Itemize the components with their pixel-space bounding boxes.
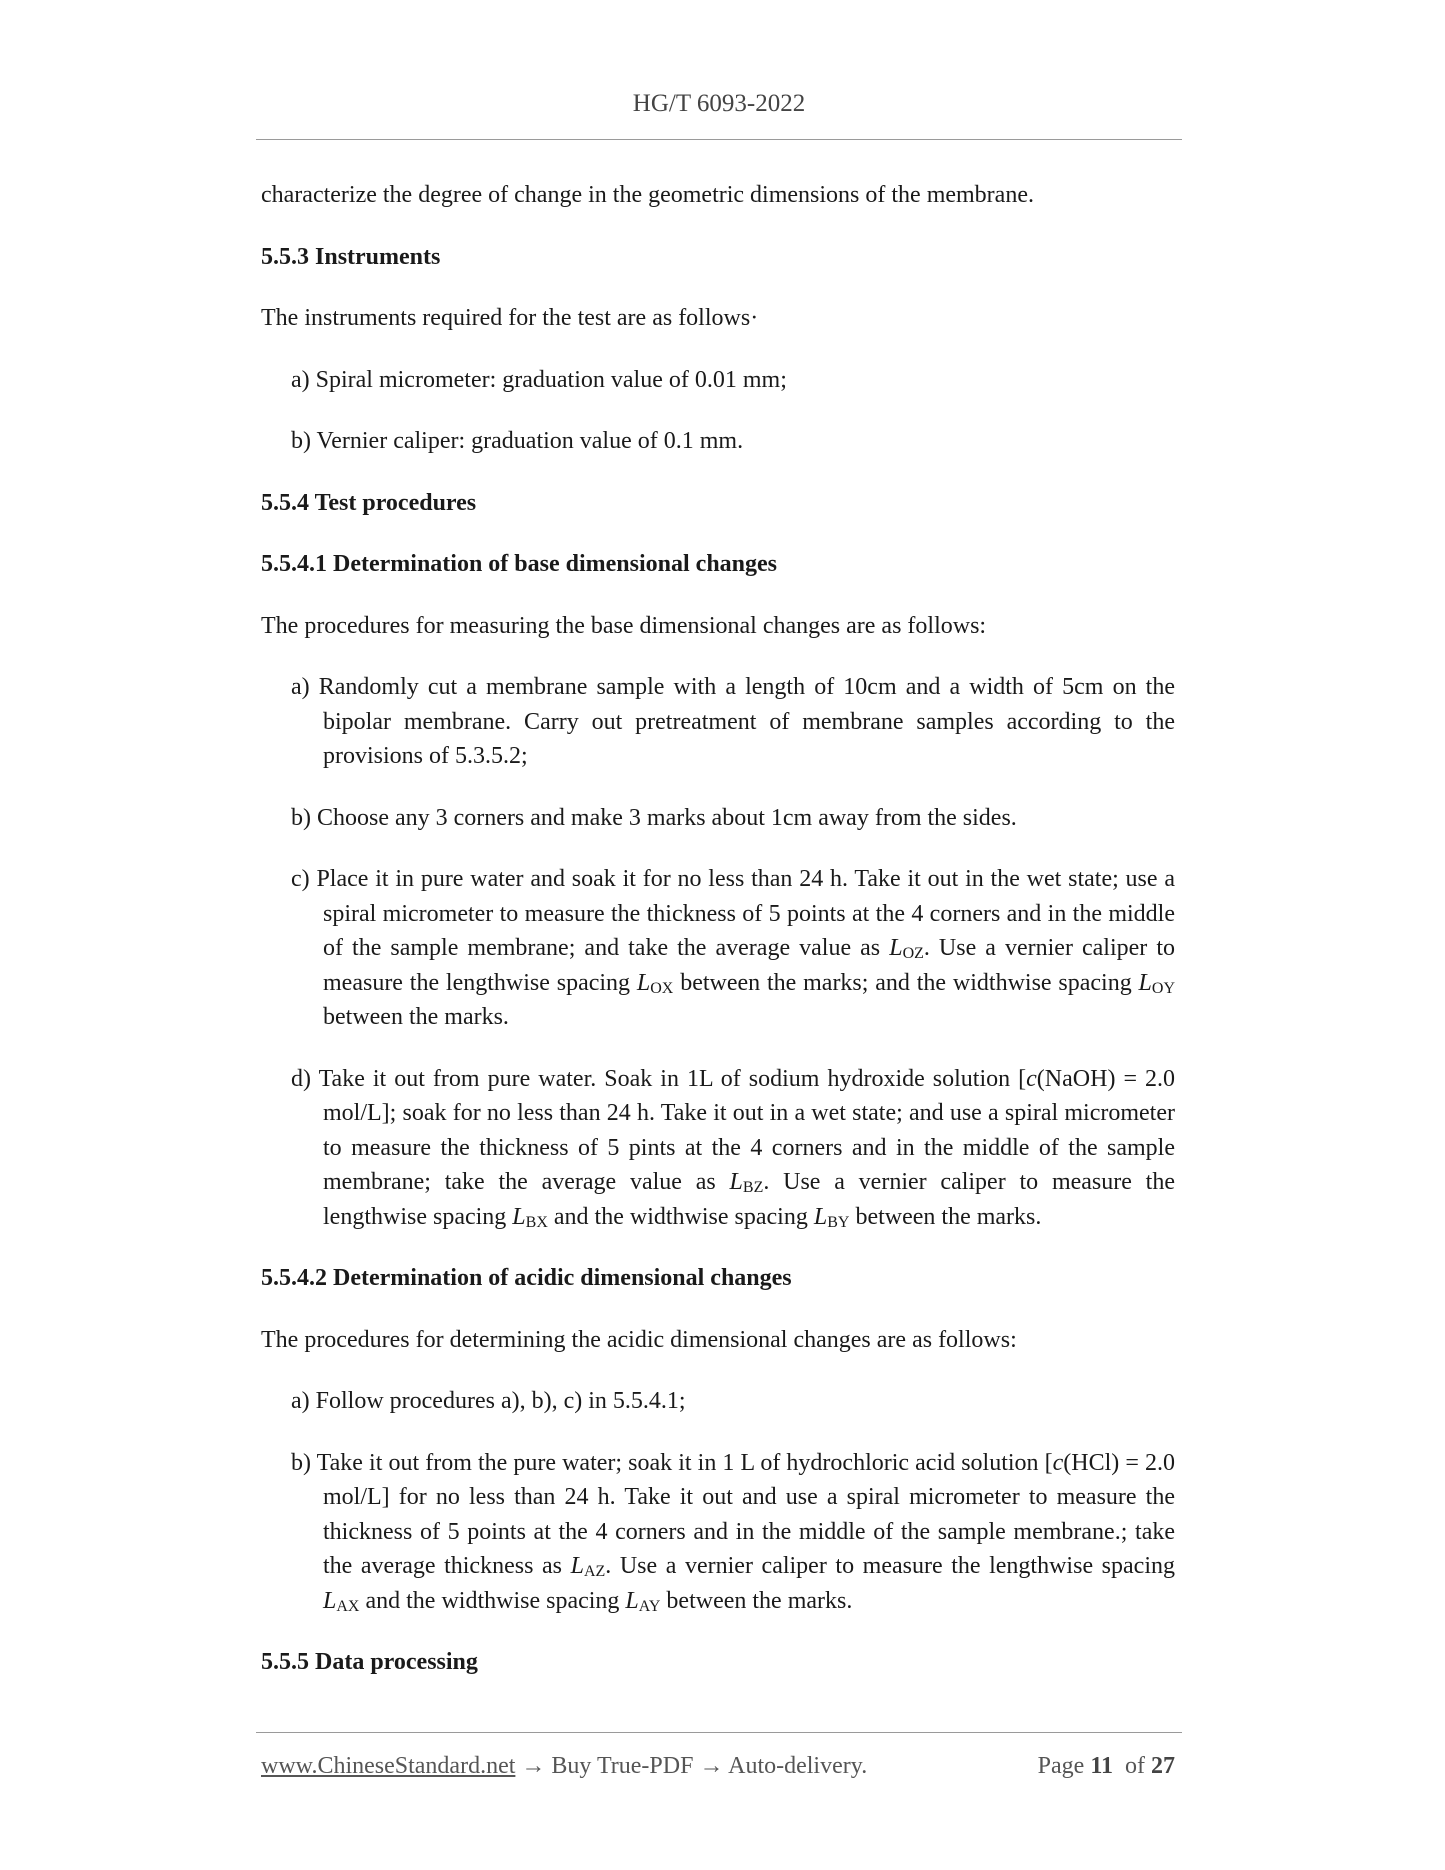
list-item-vernier-caliper: b) Vernier caliper: graduation value of 0.1 mm. — [291, 428, 744, 454]
variable-l: L — [570, 1553, 584, 1579]
variable-l: L — [889, 935, 903, 961]
variable-l: L — [1138, 969, 1152, 996]
text-run: and the widthwise spacing — [359, 1587, 626, 1614]
section-5-5-5-heading: 5.5.5 Data processing — [261, 1649, 478, 1675]
section-5-5-3-text: The instruments required for the test are as follows· — [261, 305, 759, 331]
variable-l: L — [813, 1203, 828, 1230]
subscript: AZ — [583, 1563, 606, 1580]
variable-l: L — [636, 969, 651, 996]
footer-divider — [256, 1732, 1182, 1733]
text-run: . Use a vernier caliper to measure the lengthwise spacing — [323, 1169, 1176, 1230]
acid-step-b — [291, 1446, 1175, 1619]
page-number — [1038, 1753, 1175, 1780]
footer-tagline: → Buy True-PDF → Auto-delivery. — [515, 1753, 868, 1779]
base-step-a: a) Randomly cut a membrane sample with a length of 10cm and a width of 5cm on the bipolar membrane. Carry out pretreatment of membrane samples according to the provisions of 5.3.5.2; — [291, 674, 1175, 769]
of-label: of — [1125, 1753, 1145, 1779]
text-run: (NaOH) = 2.0 mol/L]; soak for no less than 24 h. Take it out in a wet state; and use a spiral micrometer to measure the thickness of 5 pints at the 4 corners and in the middle of the sample membrane; take the average value as — [323, 1065, 1176, 1195]
current-page: 11 — [1090, 1753, 1113, 1779]
text-run: between the marks. — [660, 1587, 853, 1614]
section-5-5-4-1-text: The procedures for measuring the base dimensional changes are as follows: — [261, 612, 987, 639]
subscript: AY — [638, 1597, 661, 1615]
text-run: between the marks. — [849, 1203, 1042, 1230]
text-run: . Use a vernier caliper to measure the lengthwise spacing — [323, 935, 1175, 996]
base-step-b: b) Choose any 3 corners and make 3 marks about 1cm away from the sides. — [291, 804, 1017, 831]
variable-l: L — [625, 1587, 639, 1614]
page-body — [261, 178, 1175, 1707]
section-5-5-4-2-text: The procedures for determining the acidic dimensional changes are as follows: — [261, 1326, 1017, 1353]
text-run: . Use a vernier caliper to measure the lengthwise spacing — [605, 1553, 1175, 1579]
subscript: BX — [525, 1213, 548, 1231]
section-5-5-3-heading: 5.5.3 Instruments — [261, 243, 441, 270]
subscript: BZ — [742, 1179, 764, 1196]
subscript: OZ — [902, 945, 924, 962]
page-label: Page — [1037, 1753, 1085, 1779]
header-divider — [256, 139, 1182, 140]
page-footer — [261, 1753, 1175, 1780]
variable-l: L — [512, 1203, 526, 1230]
variable-c: c — [1052, 1449, 1064, 1476]
document-id-header: HG/T 6093-2022 — [632, 90, 806, 117]
text-run: b) Take it out from the pure water; soak it in 1 L of hydrochloric acid solution [ — [291, 1449, 1053, 1476]
text-run: c) Place it in pure water and soak it for no less than 24 h. Take it out in the wet state; use a spiral micrometer to measure the thickness of 5 points at the 4 corners and in the middle of the sample membrane; and take the average value as — [291, 866, 1175, 961]
subscript: OY — [1151, 979, 1175, 997]
variable-l: L — [323, 1587, 337, 1614]
section-5-5-4-1-heading: 5.5.4.1 Determination of base dimensional changes — [261, 551, 777, 577]
subscript: AX — [336, 1597, 360, 1615]
base-step-c — [291, 862, 1175, 1035]
section-5-5-4-2-heading: 5.5.4.2 Determination of acidic dimensional changes — [261, 1265, 792, 1291]
section-5-5-4-heading: 5.5.4 Test procedures — [261, 489, 477, 516]
text-run: between the marks. — [323, 1004, 509, 1030]
text-run: and the widthwise spacing — [547, 1203, 814, 1230]
total-pages: 27 — [1151, 1753, 1175, 1779]
chinesestandard-link[interactable]: www.ChineseStandard.net — [261, 1753, 516, 1779]
subscript: BY — [827, 1213, 850, 1231]
acid-step-a: a) Follow procedures a), b), c) in 5.5.4.1; — [291, 1388, 686, 1414]
intro-line: characterize the degree of change in the geometric dimensions of the membrane. — [261, 182, 1034, 208]
subscript: OX — [650, 979, 674, 997]
text-run: d) Take it out from pure water. Soak in 1L of sodium hydroxide solution [ — [291, 1065, 1027, 1092]
text-run: between the marks; and the widthwise spacing — [673, 969, 1139, 996]
list-item-spiral-micrometer: a) Spiral micrometer: graduation value of 0.01 mm; — [291, 366, 787, 393]
text-run: (HCl) = 2.0 mol/L] for no less than 24 h. Take it out and use a spiral micrometer to measure the thickness of 5 points at the 4 corners and in the middle of the sample membrane.; take the average thickness as — [323, 1449, 1176, 1579]
base-step-d — [291, 1062, 1175, 1235]
variable-c: c — [1026, 1065, 1037, 1092]
variable-l: L — [729, 1169, 743, 1195]
